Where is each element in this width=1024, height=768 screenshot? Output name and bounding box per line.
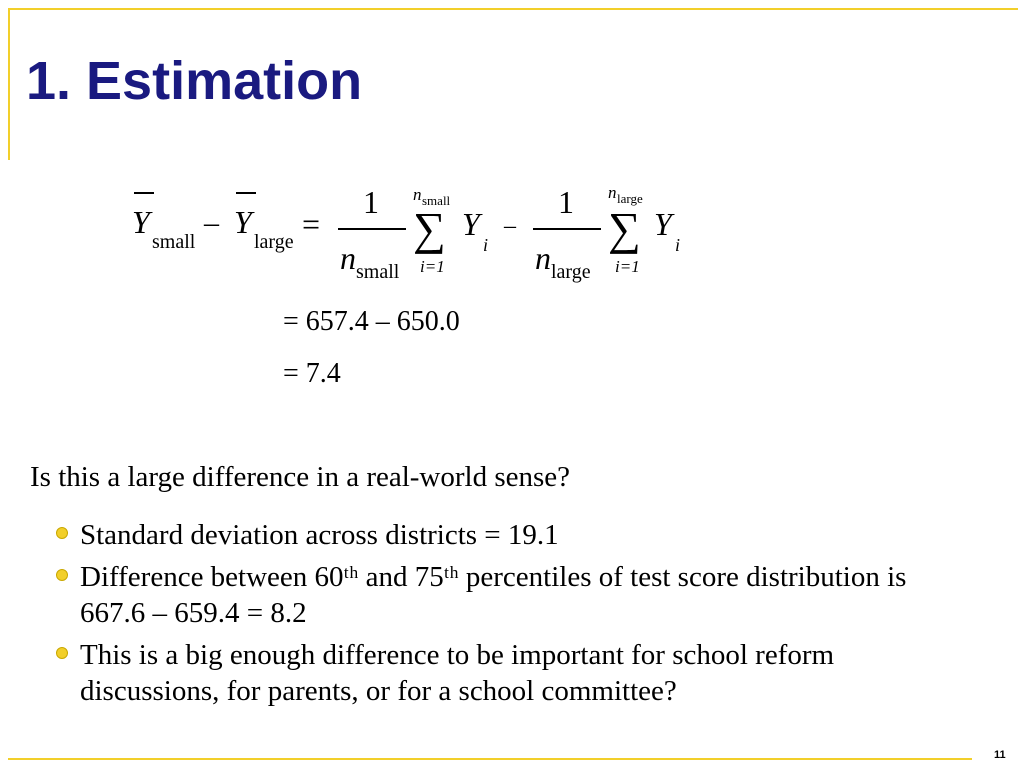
summation-sign: ∑ [413,203,446,254]
minus-sign: – [204,206,219,239]
page-number: 11 [994,749,1006,761]
bullet-item [56,638,976,709]
bottom-accent-line [8,758,972,760]
top-accent-line [8,8,1018,10]
numerator-one: 1 [558,184,574,220]
n-symbol: n [535,240,551,276]
lower-limit: i=1 [615,257,640,276]
n-symbol: n [340,240,356,276]
minus-sign: – [504,213,516,239]
bullet-dot-icon [56,647,68,659]
upper-limit-n: n [413,185,422,204]
upper-limit-small: small [422,193,451,208]
result-line-1: = 657.4 – 650.0 [283,306,460,337]
bullet-list [56,518,976,716]
subscript-i: i [675,235,681,255]
subscript-small: small [356,261,400,283]
subscript-large: large [254,231,294,253]
difference-of-means-formula [130,178,690,288]
y-bar-large-symbol: Y [234,204,252,240]
y-i-symbol: Y [462,206,480,242]
subscript-small: small [152,231,196,253]
bullet-dot-icon [56,527,68,539]
subscript-i: i [483,235,489,255]
lower-limit: i=1 [420,257,445,276]
bullet-text: Difference between 60ᵗʰ and 75ᵗʰ percentiles of test score distribution is 667.6 – 659.4 = 8.2 [80,561,907,629]
equals-sign: = [302,206,321,242]
result-line-2: = 7.4 [283,358,341,389]
upper-limit-large: large [617,191,643,206]
y-bar-small-symbol: Y [132,204,150,240]
question-text: Is this a large difference in a real-world sense? [30,461,571,493]
numerator-one: 1 [363,184,379,220]
upper-limit-n: n [608,183,617,202]
bullet-item [56,560,976,631]
fraction-bar [533,228,601,230]
overbar-large [236,192,256,194]
bullet-item [56,518,976,553]
overbar-small [134,192,154,194]
y-i-symbol: Y [654,206,672,242]
bullet-dot-icon [56,569,68,581]
summation-sign: ∑ [608,203,641,254]
bullet-text: Standard deviation across districts = 19.1 [80,519,559,551]
slide-title: 1. Estimation [26,51,363,111]
left-accent-line [8,8,10,160]
bullet-text: This is a big enough difference to be important for school reform discussions, for parents, or for a school committee? [80,639,835,707]
subscript-large: large [551,261,591,283]
fraction-bar [338,228,406,230]
